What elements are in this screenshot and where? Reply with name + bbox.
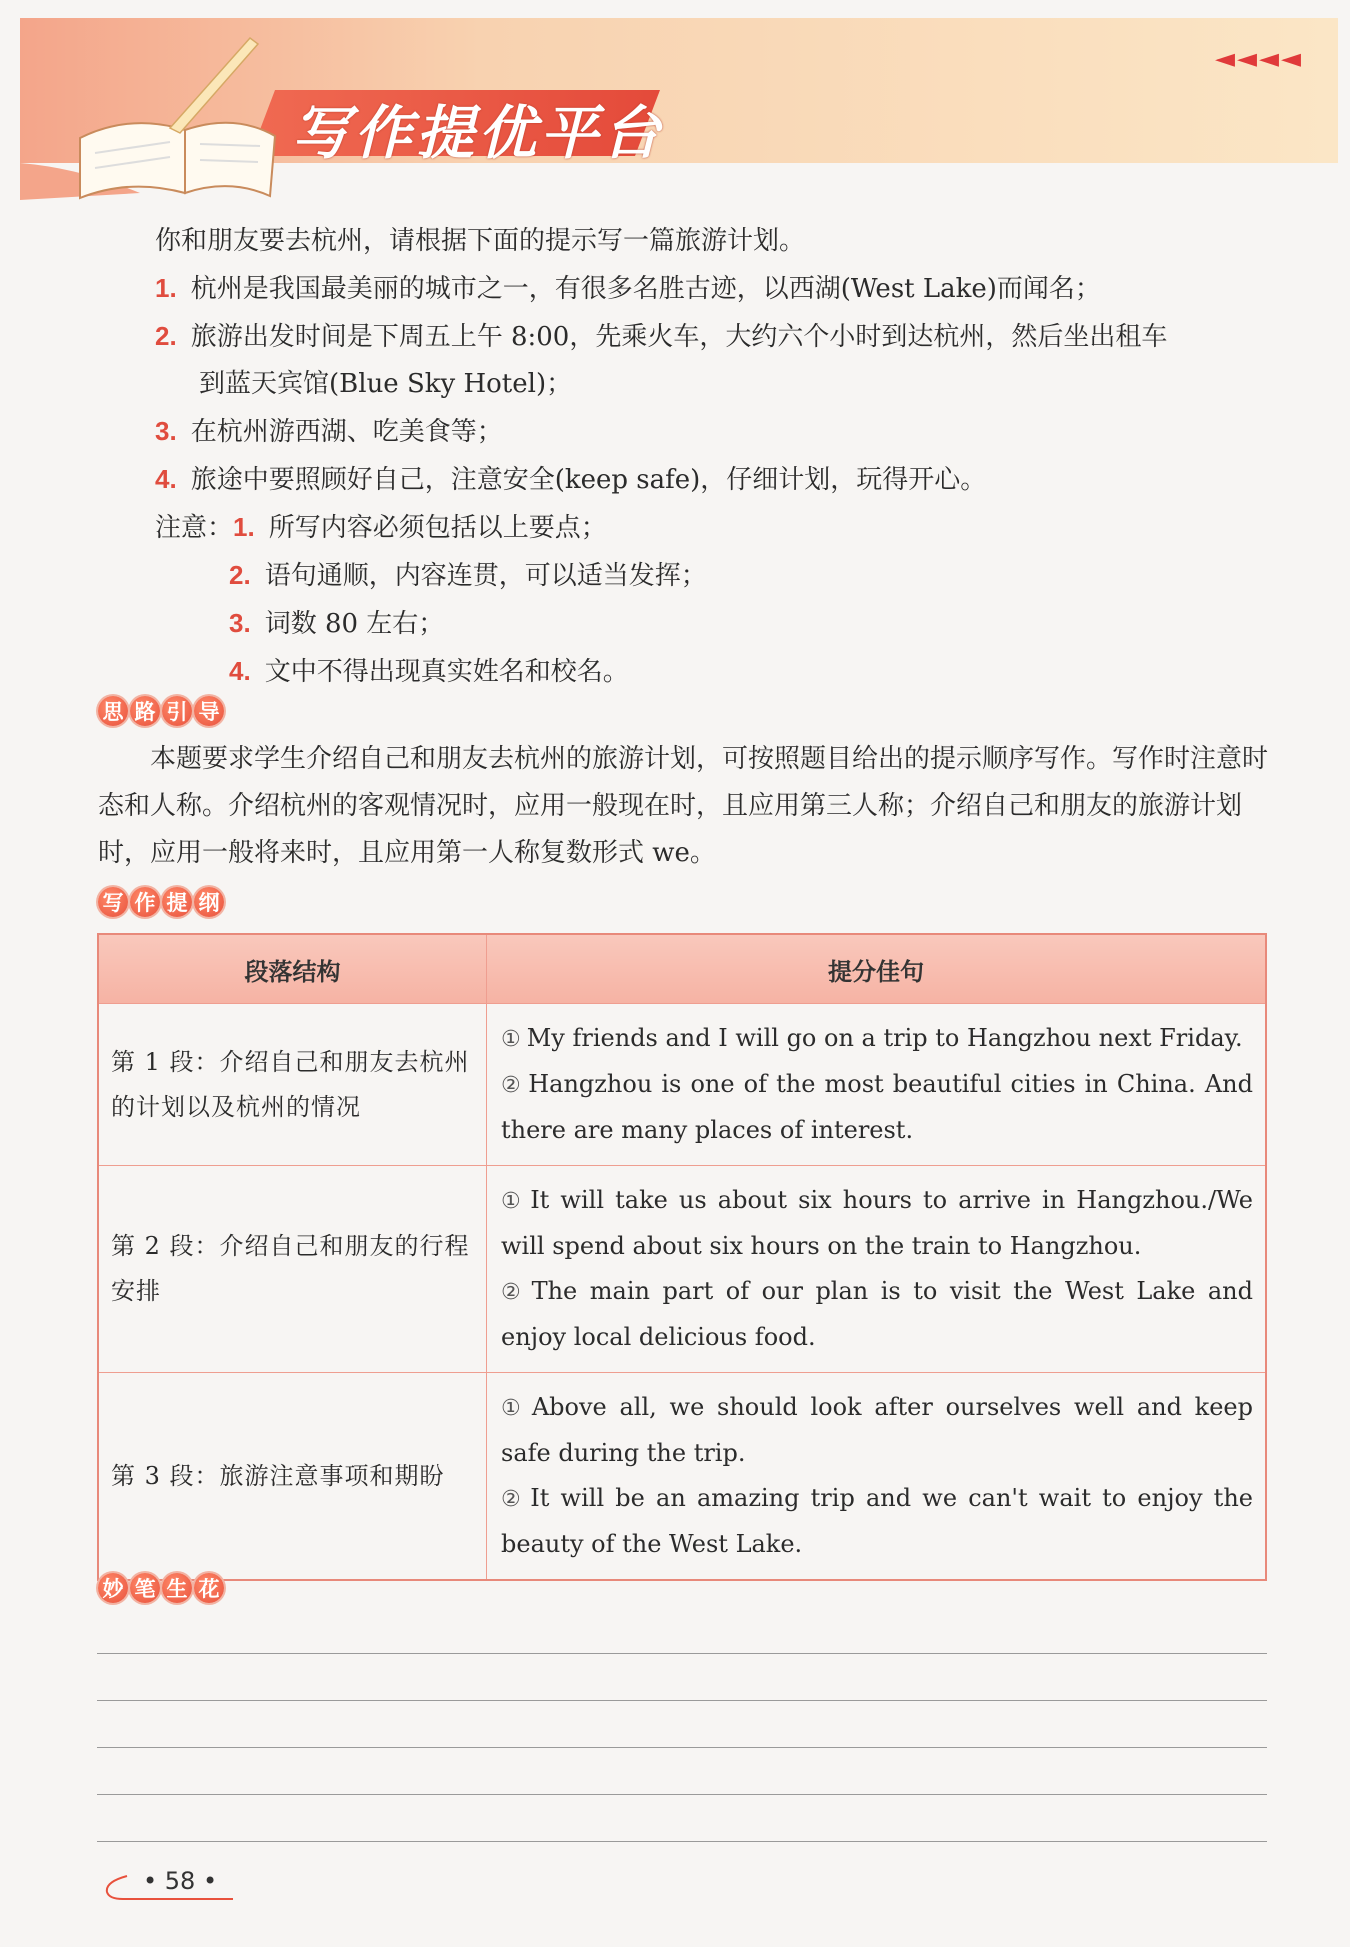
header-structure: 段落结构 [98,934,487,1004]
header-background [20,18,1338,200]
paragraph-cell: 第 2 段：介绍自己和朋友的行程安排 [98,1166,487,1373]
table-row [98,1373,1266,1581]
sentence: ② It will be an amazing trip and we can't wait to enjoy the beauty of the West Lake. [501,1484,1253,1558]
prompt-intro: 你和朋友要去杭州，请根据下面的提示写一篇旅游计划。 [155,226,806,256]
sentence: ② Hangzhou is one of the most beautiful cities in China. And there are many places of interest. [501,1070,1253,1144]
section-badge-outline: 写 作 提 纲 [98,887,224,917]
section-badge-guide: 思 路 引 导 [98,696,224,726]
prompt-point: 3. 在杭州游西湖、吃美食等； [155,416,503,447]
paragraph-cell: 第 1 段：介绍自己和朋友去杭州的计划以及杭州的情况 [98,1004,487,1166]
sentence: ① Above all, we should look after ourselves well and keep safe during the trip. [501,1393,1253,1467]
sentence: ① My friends and I will go on a trip to Hangzhou next Friday. [501,1024,1243,1052]
table-row [98,1004,1266,1166]
sentence: ② The main part of our plan is to visit the West Lake and enjoy local delicious food. [501,1277,1253,1351]
writing-line[interactable] [97,1653,1267,1654]
note-item: 2. 语句通顺，内容连贯，可以适当发挥； [229,560,707,591]
outline-table [97,933,1267,1581]
page-title: 写作提优平台 [292,99,665,167]
header-banner [20,18,1338,200]
sentences-cell [487,1166,1267,1373]
note-item: 注意：1. 所写内容必须包括以上要点； [155,512,607,543]
writing-line[interactable] [97,1700,1267,1701]
guide-paragraph: 本题要求学生介绍自己和朋友去杭州的旅游计划，可按照题目给出的提示顺序写作。写作时注意时态和人称。介绍杭州的客观情况时，应用一般现在时，且应用第三人称；介绍自己和朋友的旅游计划时，应用一般将来时，且应用第一人称复数形式 we。 [98,744,1269,868]
paragraph-cell: 第 3 段：旅游注意事项和期盼 [98,1373,487,1581]
prompt-point: 4. 旅途中要照顾好自己，注意安全(keep safe)，仔细计划，玩得开心。 [155,464,987,495]
writing-prompt [155,218,1275,696]
writing-line[interactable] [97,1794,1267,1795]
note-item: 3. 词数 80 左右； [229,608,445,639]
table-row [98,1166,1266,1373]
table-header-row [98,934,1266,1004]
writing-line[interactable] [97,1747,1267,1748]
page-number: • 58 • [143,1867,218,1895]
header-sentences: 提分佳句 [487,934,1267,1004]
prompt-point: 1. 杭州是我国最美丽的城市之一，有很多名胜古迹，以西湖(West Lake)而闻名； [155,273,1101,304]
section-badge-write: 妙 笔 生 花 [98,1573,224,1603]
writing-line[interactable] [97,1841,1267,1842]
prompt-point: 2. 旅游出发时间是下周五上午 8:00，先乘火车，大约六个小时到达杭州，然后坐出租车 [155,321,1168,352]
prompt-point-continuation: 到蓝天宾馆(Blue Sky Hotel)； [199,369,573,399]
note-label: 注意： [155,513,234,543]
sentences-cell [487,1004,1267,1166]
note-item: 4. 文中不得出现真实姓名和校名。 [229,656,629,687]
sentences-cell [487,1373,1267,1581]
arrow-decoration: ◄◄◄◄ [1215,44,1303,74]
sentence: ① It will take us about six hours to arrive in Hangzhou./We will spend about six hours on the train to Hangzhou. [501,1186,1253,1260]
